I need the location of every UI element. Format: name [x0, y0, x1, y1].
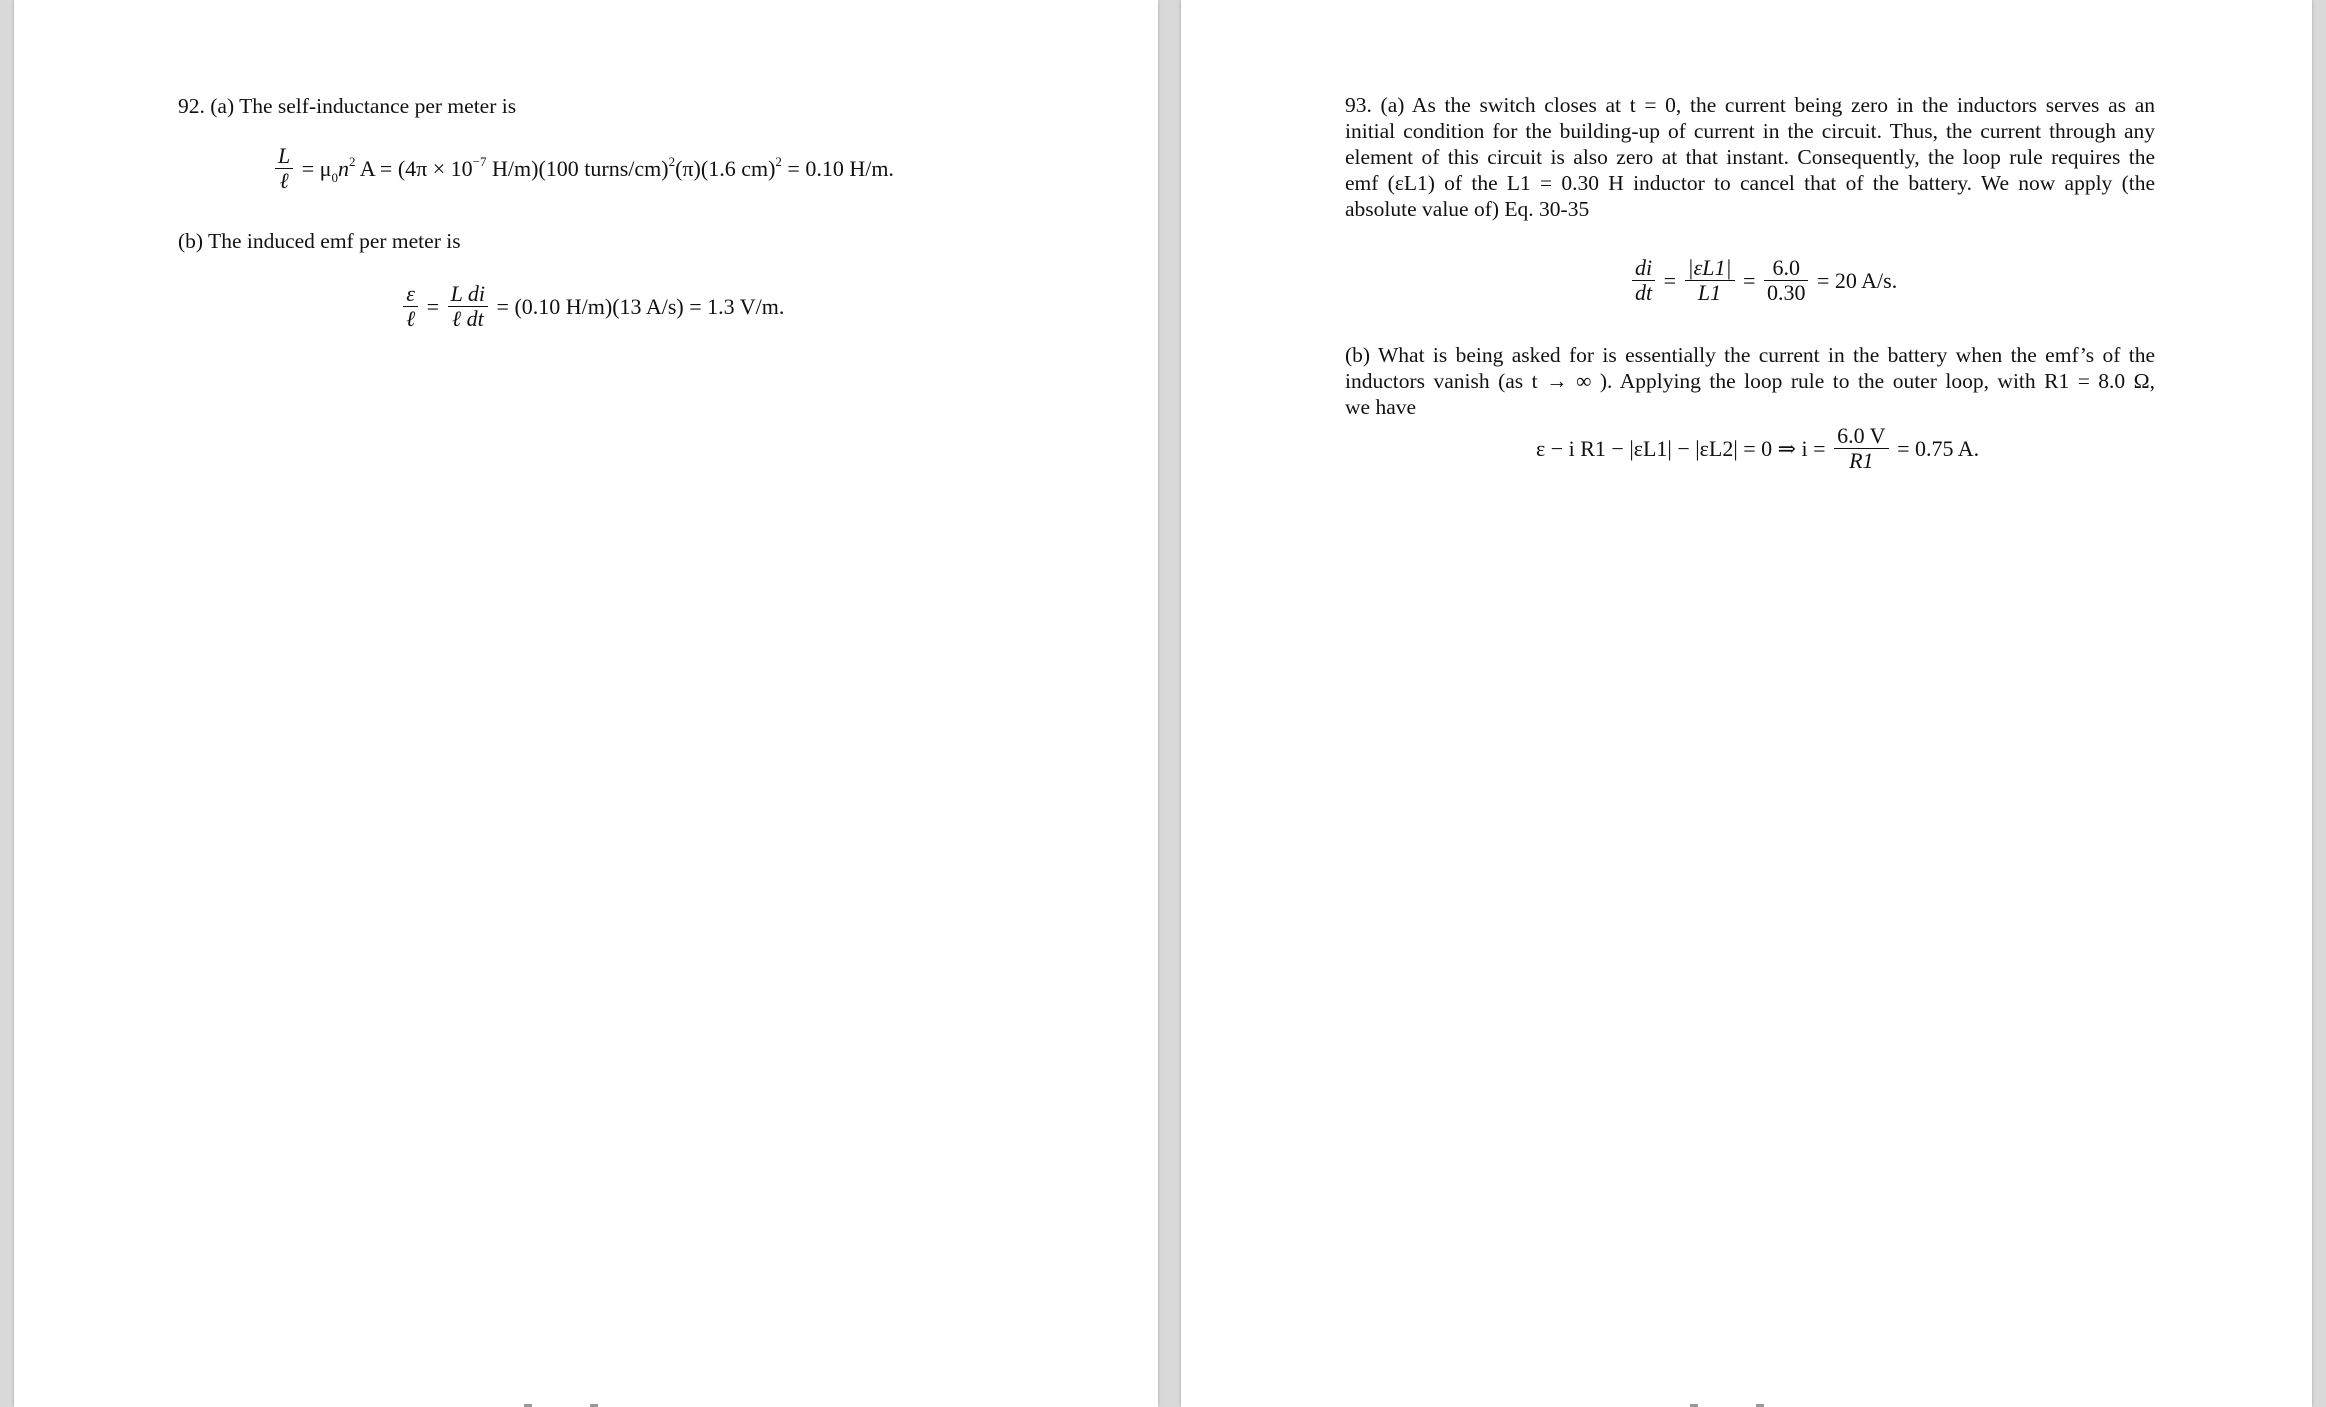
fraction-emf-over-L1: $\frac{|\varepsilon L1|}{L1}$ [1685, 256, 1735, 305]
p93-a-line-5: absolute value of) Eq. 30-35 [1345, 197, 1590, 221]
p93-a-line-1: 93. (a) As the switch closes at t = 0, the current being zero in the inductors serves as an [1345, 93, 2155, 117]
p92-equation-b: $\frac{\varepsilon}{\text{ℓ}}$ = $\frac{\text{L di}}{\text{ℓ dt}}$ = (0.10 H/m)(13 A/s) = 1.3 V/m. [400, 282, 784, 331]
p93-part-b [1345, 342, 2155, 420]
fraction-L-di-over-l-dt: $\frac{\text{L di}}{\text{ℓ dt}}$ [448, 282, 488, 331]
p92-part-b: (b) The induced emf per meter is [178, 229, 461, 253]
p93-b-line-3: we have [1345, 395, 1417, 419]
fraction-6V-over-R1: $\frac{6.0 V}{R1}$ [1834, 424, 1889, 473]
p93-equation-b: ε − i R1 − |εL1| − |εL2| = 0 ⇒ i = $\frac{6.0 V}{R1}$ = 0.75 A. [1536, 423, 1980, 473]
right-page [1181, 0, 2312, 1407]
p93-a-line-3: element of this circuit is also zero at that instant. Consequently, the loop rule requires the [1345, 145, 2155, 169]
p92-equation-a: $\frac{L}{\text{ℓ}}$ = $\mu_0n^2$ $A = (4\pi \times 10^{-7}$ H/m)(100 turns/cm)$^2$(π)(1.6 cm)$^2$ = 0.10 H/m. [272, 144, 894, 193]
p93-part-a [1345, 92, 2155, 222]
p92-intro: 92. (a) The self-inductance per meter is [178, 94, 517, 118]
fraction-6-over-030: $\frac{6.0}{0.30}$ [1764, 256, 1809, 305]
p93-b-line-2: inductors vanish (as t → ∞ ). Applying the loop rule to the outer loop, with R1 = 8.0 Ω, [1345, 369, 2155, 393]
left-page [14, 0, 1158, 1407]
fraction-emf-over-l: $\frac{\varepsilon}{\text{ℓ}}$ [403, 282, 418, 331]
p93-b-line-1: (b) What is being asked for is essentially the current in the battery when the emf’s of the [1345, 343, 2155, 367]
fraction-di-dt: $\frac{di}{dt}$ [1632, 256, 1655, 305]
fraction-L-over-l: $\frac{L}{\text{ℓ}}$ [275, 144, 293, 193]
p93-a-line-4: emf (εL1) of the L1 = 0.30 H inductor to cancel that of the battery. We now apply (the [1345, 171, 2155, 195]
p93-a-line-2: initial condition for the building-up of current in the circuit. Thus, the current through any [1345, 119, 2155, 143]
p93-equation-a: $\frac{di}{dt}$ = $\frac{|\varepsilon L1|}{L1}$ = $\frac{6.0}{0.30}$ = 20 A/s. [1629, 256, 1897, 305]
